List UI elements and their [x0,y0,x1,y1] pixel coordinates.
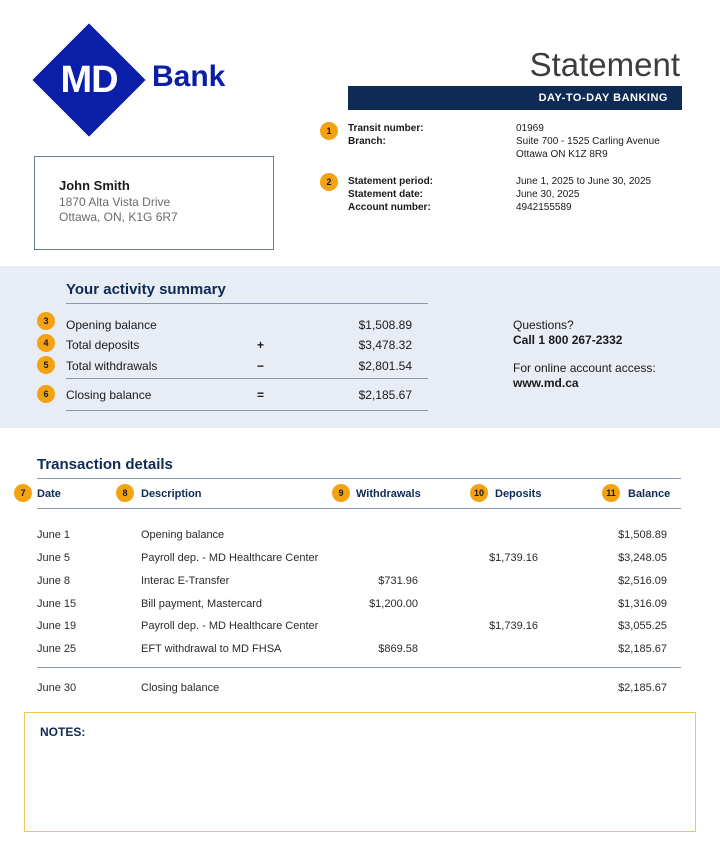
transaction-details-title: Transaction details [37,456,173,473]
table-row-description: EFT withdrawal to MD FHSA [141,643,282,655]
transit-value: 01969 [516,123,544,134]
callout-badge-1: 1 [320,122,338,140]
phone-number[interactable]: Call 1 800 267-2332 [513,333,623,347]
table-row-withdrawal: $1,200.00 [369,598,418,610]
tx-header-rule-bottom [37,508,681,509]
closing-row-balance: $2,185.67 [618,682,667,694]
branch-address-2: Ottawa ON K1Z 8R9 [516,149,608,160]
plus-operator: + [257,338,265,352]
customer-name: John Smith [59,178,130,193]
table-row-description: Payroll dep. - MD Healthcare Center [141,620,319,632]
equals-operator: = [257,388,265,402]
minus-operator: − [257,359,265,373]
table-row-withdrawal: $731.96 [378,575,418,587]
closing-row-date: June 30 [37,682,77,694]
table-row-date: June 25 [37,643,77,655]
table-row-deposit: $1,739.16 [489,620,538,632]
callout-badge-2: 2 [320,173,338,191]
total-deposits-label: Total deposits [66,338,140,352]
table-row-date: June 8 [37,575,71,587]
callout-badge-7: 7 [14,484,32,502]
tx-closing-rule [37,667,681,668]
callout-badge-8: 8 [116,484,134,502]
table-row-description: Interac E-Transfer [141,575,230,587]
total-withdrawals-value: $2,801.54 [358,359,412,373]
customer-address-line2: Ottawa, ON, K1G 6R7 [59,210,178,224]
total-withdrawals-label: Total withdrawals [66,359,158,373]
table-row-balance: $1,508.89 [618,529,667,541]
table-row-date: June 1 [37,529,71,541]
callout-badge-11: 11 [602,484,620,502]
opening-balance-label: Opening balance [66,318,157,332]
notes-box [24,712,696,832]
statement-date-label: Statement date: [348,189,424,200]
callout-badge-5: 5 [37,356,55,374]
callout-badge-3: 3 [37,312,55,330]
table-row-balance: $2,185.67 [618,643,667,655]
online-access-label: For online account access: [513,361,656,375]
column-withdrawals: Withdrawals [356,488,421,500]
logo-name: Bank [152,60,226,93]
table-row-deposit: $1,739.16 [489,552,538,564]
summary-rule-middle [66,378,428,379]
table-row-balance: $3,055.25 [618,620,667,632]
statement-banner: DAY-TO-DAY BANKING [348,86,682,110]
callout-badge-6: 6 [37,385,55,403]
table-row-balance: $3,248.05 [618,552,667,564]
table-row-balance: $1,316.09 [618,598,667,610]
column-balance: Balance [628,488,671,500]
table-row-date: June 15 [37,598,77,610]
branch-label: Branch: [348,136,386,147]
notes-label: NOTES: [40,725,86,739]
table-row-date: June 19 [37,620,77,632]
statement-period-label: Statement period: [348,176,434,187]
callout-badge-4: 4 [37,334,55,352]
bank-logo [33,24,145,136]
column-description: Description [141,488,202,500]
table-row-description: Payroll dep. - MD Healthcare Center [141,552,319,564]
closing-balance-value: $2,185.67 [358,388,412,402]
table-row-date: June 5 [37,552,71,564]
account-number-value: 4942155589 [516,202,572,213]
column-date: Date [37,488,61,500]
closing-balance-label: Closing balance [66,388,152,402]
table-row-withdrawal: $869.58 [378,643,418,655]
statement-period-value: June 1, 2025 to June 30, 2025 [516,176,652,187]
table-row-balance: $2,516.09 [618,575,667,587]
statement-date-value: June 30, 2025 [516,189,580,200]
opening-balance-value: $1,508.89 [358,318,412,332]
column-deposits: Deposits [495,488,542,500]
table-row-description: Bill payment, Mastercard [141,598,263,610]
tx-header-rule-top [37,478,681,479]
total-deposits-value: $3,478.32 [358,338,412,352]
transit-label: Transit number: [348,123,424,134]
summary-rule-bottom [66,410,428,411]
logo-monogram: MD [60,58,118,101]
statement-title: Statement [529,46,680,83]
branch-address-1: Suite 700 - 1525 Carling Avenue [516,136,660,147]
table-row-description: Opening balance [141,529,225,541]
callout-badge-10: 10 [470,484,488,502]
account-number-label: Account number: [348,202,431,213]
callout-badge-9: 9 [332,484,350,502]
summary-rule-top [66,303,428,304]
customer-address-line1: 1870 Alta Vista Drive [59,195,171,209]
questions-label: Questions? [513,318,574,332]
activity-summary-title: Your activity summary [66,281,226,298]
website-link[interactable]: www.md.ca [513,376,579,390]
closing-row-description: Closing balance [141,682,220,694]
